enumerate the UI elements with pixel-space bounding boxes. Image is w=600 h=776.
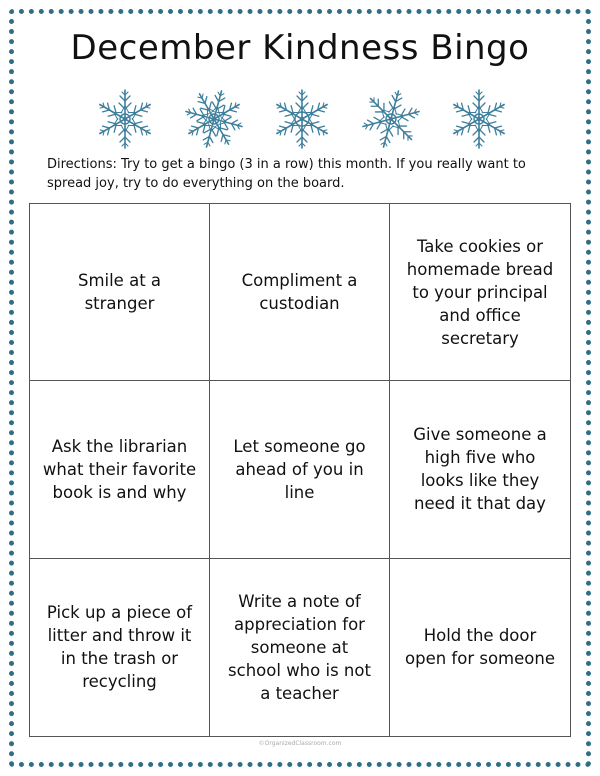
snowflake-icon bbox=[92, 86, 158, 152]
page-title: December Kindness Bingo bbox=[70, 28, 530, 68]
bingo-cell: Compliment a custodian bbox=[210, 204, 390, 381]
snowflake-row bbox=[92, 86, 512, 152]
copyright-footer: ©OrganizedClassroom.com bbox=[258, 740, 342, 747]
bingo-cell: Take cookies or homemade bread to your principal and office secretary bbox=[390, 204, 570, 381]
snowflake-icon bbox=[269, 86, 335, 152]
bingo-board bbox=[29, 203, 571, 737]
bingo-cell: Ask the librarian what their favorite book is and why bbox=[30, 381, 210, 558]
directions-text: Directions: Try to get a bingo (3 in a row) this month. If you really want to spread joy, try to do everything on the board. bbox=[47, 157, 526, 191]
bingo-cell: Hold the door open for someone bbox=[405, 626, 555, 669]
bingo-cell: Give someone a high five who looks like they need it that day bbox=[390, 381, 570, 558]
snowflake-icon bbox=[181, 86, 247, 152]
bingo-cell: Write a note of appreciation for someone at school who is not a teacher bbox=[210, 559, 390, 736]
bingo-cell: Pick up a piece of litter and throw it in the trash or recycling bbox=[30, 559, 210, 736]
bingo-cell: Smile at a stranger bbox=[30, 204, 210, 381]
snowflake-icon bbox=[446, 86, 512, 152]
bingo-cell: Let someone go ahead of you in line bbox=[210, 381, 390, 558]
snowflake-icon bbox=[358, 86, 424, 152]
